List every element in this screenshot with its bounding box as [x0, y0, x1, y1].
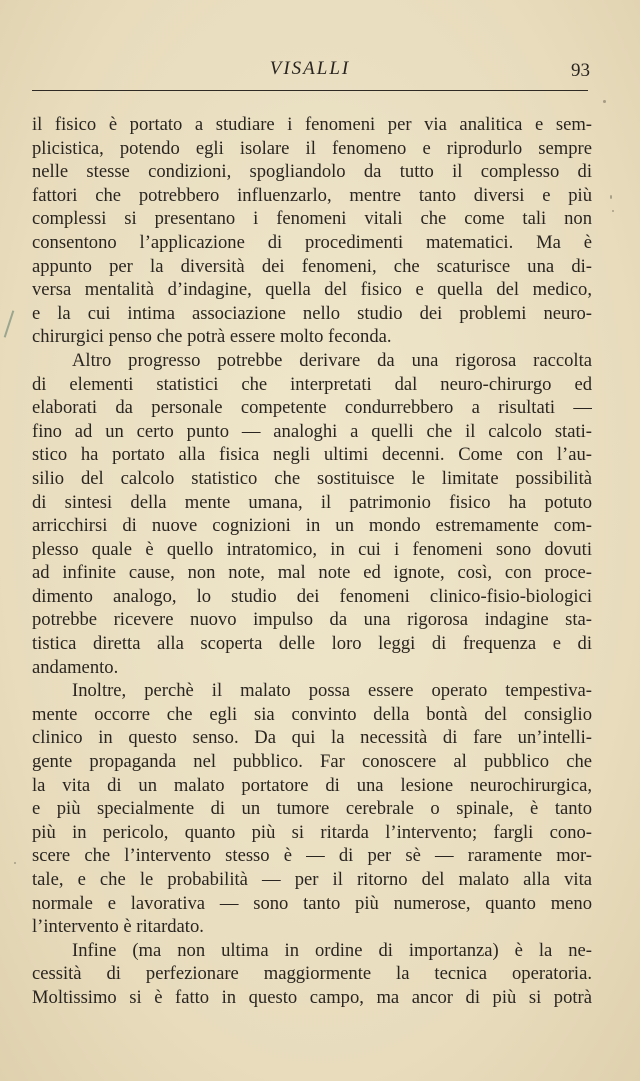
- text-line: silio del calcolo statistico che sostituisce le limitate possibilità: [32, 467, 592, 489]
- paper-speck: [612, 210, 614, 212]
- text-line: ad infinite cause, non note, mal note ed ignote, così, con proce-: [32, 562, 592, 584]
- text-line: il fisico è portato a studiare i fenomeni per via analitica e sem-: [32, 114, 592, 135]
- paper-speck: [14, 862, 16, 864]
- text-line: stico ha portato alla fisica negli ultimi decenni. Come con l’au-: [32, 444, 592, 466]
- text-line: clinico in questo senso. Da qui la necessità di fare un’intelli-: [32, 727, 592, 749]
- paper-speck: [610, 195, 612, 199]
- text-line: arricchirsi di nuove cognizioni in un mondo estremamente com-: [32, 515, 592, 537]
- text-line: e più specialmente di un tumore cerebrale o spinale, è tanto: [32, 798, 592, 820]
- text-line: gente propaganda nel pubblico. Far conoscere al pubblico che: [32, 751, 592, 773]
- text-line: nelle stesse condizioni, spogliandolo da tutto il complesso di: [32, 161, 592, 183]
- paragraph: [32, 679, 592, 939]
- text-line: versa mentalità d’indagine, quella del fisico e quella del medico,: [32, 279, 592, 301]
- text-line: tale, e che le probabilità — per il ritorno del malato alla vita: [32, 869, 592, 890]
- page-number: 93: [571, 60, 590, 81]
- text-line: e la cui intima associazione nello studio dei problemi neuro-: [32, 302, 592, 324]
- body-text: [32, 113, 592, 1010]
- text-line: scere che l’intervento stesso è — di per sè — raramente mor-: [32, 845, 592, 867]
- paragraph: [32, 349, 592, 679]
- text-line: Inoltre, perchè il malato possa essere operato tempestiva-: [72, 680, 592, 702]
- text-line: Altro progresso potrebbe derivare da una rigorosa raccolta: [72, 349, 592, 371]
- text-line: più in pericolo, quanto più si ritarda l’intervento; fargli cono-: [32, 821, 592, 843]
- pencil-margin-mark: [4, 310, 15, 337]
- text-line: Infine (ma non ultima in ordine di importanza) è la ne-: [72, 939, 592, 961]
- text-line: cessità di perfezionare maggiormente la tecnica operatoria.: [32, 963, 592, 985]
- text-line: di elementi statistici che interpretati dal neuro-chirurgo ed: [32, 373, 592, 395]
- text-line: tistica diretta alla scoperta delle loro leggi di frequenza e di: [32, 633, 592, 655]
- text-line: andamento.: [32, 656, 119, 678]
- text-line: Moltissimo si è fatto in questo campo, ma ancor di più si potrà: [32, 986, 592, 1008]
- text-line: elaborati da personale competente condurrebbero a risultati —: [32, 397, 592, 419]
- text-line: consentono l’applicazione di procedimenti matematici. Ma è: [32, 231, 592, 253]
- text-line: plicistica, potendo egli isolare il fenomeno e riprodurlo sempre: [32, 137, 592, 159]
- running-head: VISALLI: [269, 58, 351, 79]
- text-line: fino ad un certo punto — analoghi a quelli che il calcolo stati-: [32, 420, 592, 442]
- text-line: l’intervento è ritardato.: [32, 916, 204, 938]
- page-header: [30, 56, 590, 90]
- text-line: complessi si presentano i fenomeni vitali che come tali non: [32, 208, 592, 230]
- text-line: mente occorre che egli sia convinto della bontà del consiglio: [32, 703, 592, 725]
- text-line: chirurgici penso che potrà essere molto feconda.: [32, 326, 392, 348]
- paper-speck: [603, 100, 606, 103]
- text-line: appunto per la diversità dei fenomeni, che scaturisce una di-: [32, 255, 592, 277]
- text-line: potrebbe ricevere nuovo impulso da una rigorosa indagine sta-: [32, 609, 592, 631]
- header-rule: [32, 90, 588, 91]
- text-line: di sintesi della mente umana, il patrimonio fisico ha potuto: [32, 491, 592, 513]
- text-line: fattori che potrebbero influenzarlo, mentre tanto diversi e più: [32, 184, 592, 206]
- text-line: dimento analogo, lo studio dei fenomeni clinico-fisio-biologici: [32, 585, 592, 607]
- text-line: la vita di un malato portatore di una lesione neurochirurgica,: [32, 774, 592, 796]
- paragraph: [32, 113, 592, 349]
- text-line: plesso quale è quello intratomico, in cui i fenomeni sono dovuti: [32, 538, 592, 560]
- text-line: normale e lavorativa — sono tanto più numerose, quanto meno: [32, 892, 592, 914]
- paragraph: [32, 939, 592, 1010]
